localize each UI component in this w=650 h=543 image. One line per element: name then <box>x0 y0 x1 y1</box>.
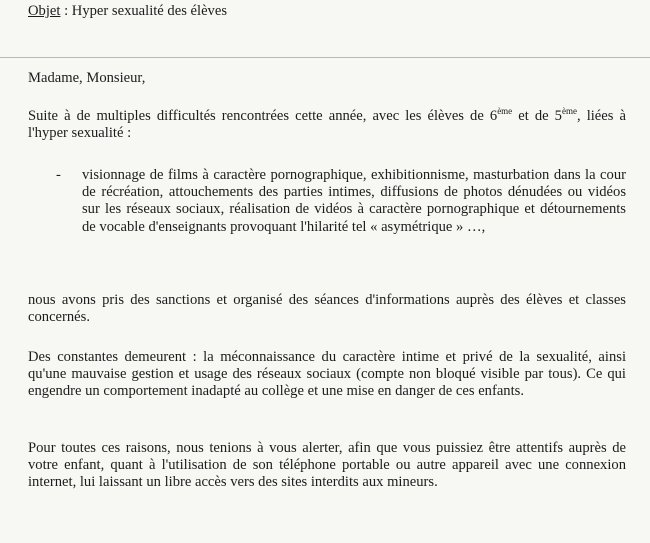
intro-text-1: Suite à de multiples difficultés rencontrées cette année, avec les élèves de 6 <box>28 108 498 124</box>
intro-text-2: et de 5 <box>512 108 562 124</box>
separator-rule <box>0 57 650 58</box>
constantes-paragraph: Des constantes demeurent : la méconnaissance du caractère intime et privé de la sexualité, ainsi qu'une mauvaise gestion et usage des réseaux sociaux (compte non bloqué visible par tous). Ce qui engendre un comportement inadapté au collège et une mise en danger de ces enfants. <box>28 349 626 400</box>
list-item <box>56 167 626 236</box>
intro-text-3: , liées à l'hyper sexualité : <box>28 108 626 142</box>
sanctions-paragraph: nous avons pris des sanctions et organisé des séances d'informations auprès des élèves et classes concernés. <box>28 292 626 326</box>
intro-paragraph <box>28 108 626 142</box>
intro-superscript-2: ème <box>561 106 577 116</box>
subject-label: Objet <box>28 3 61 19</box>
intro-superscript-1: ème <box>497 106 513 116</box>
incident-list <box>56 167 626 236</box>
subject-text: Hyper sexualité des élèves <box>71 3 227 19</box>
list-item-text: visionnage de films à caractère pornographique, exhibitionnisme, masturbation dans la cour de récréation, attouchements des parties intimes, diffusions de photos dénudées ou vidéos sur les réseaux sociaux, réalisation de vidéos à caractère pornographique et détournements de vocable d'enseignants provoquant l'hilarité tel « asymétrique » …, <box>82 167 626 235</box>
alerte-paragraph: Pour toutes ces raisons, nous tenions à vous alerter, afin que vous puissiez être attentifs auprès de votre enfant, quant à l'utilisation de son téléphone portable ou autre appareil avec une connexion internet, lui laissant un libre accès vers des sites interdits aux mineurs. <box>28 440 626 491</box>
salutation: Madame, Monsieur, <box>28 70 146 86</box>
list-bullet: - <box>56 167 61 183</box>
subject-separator: : <box>60 3 72 19</box>
subject-line <box>28 3 227 20</box>
